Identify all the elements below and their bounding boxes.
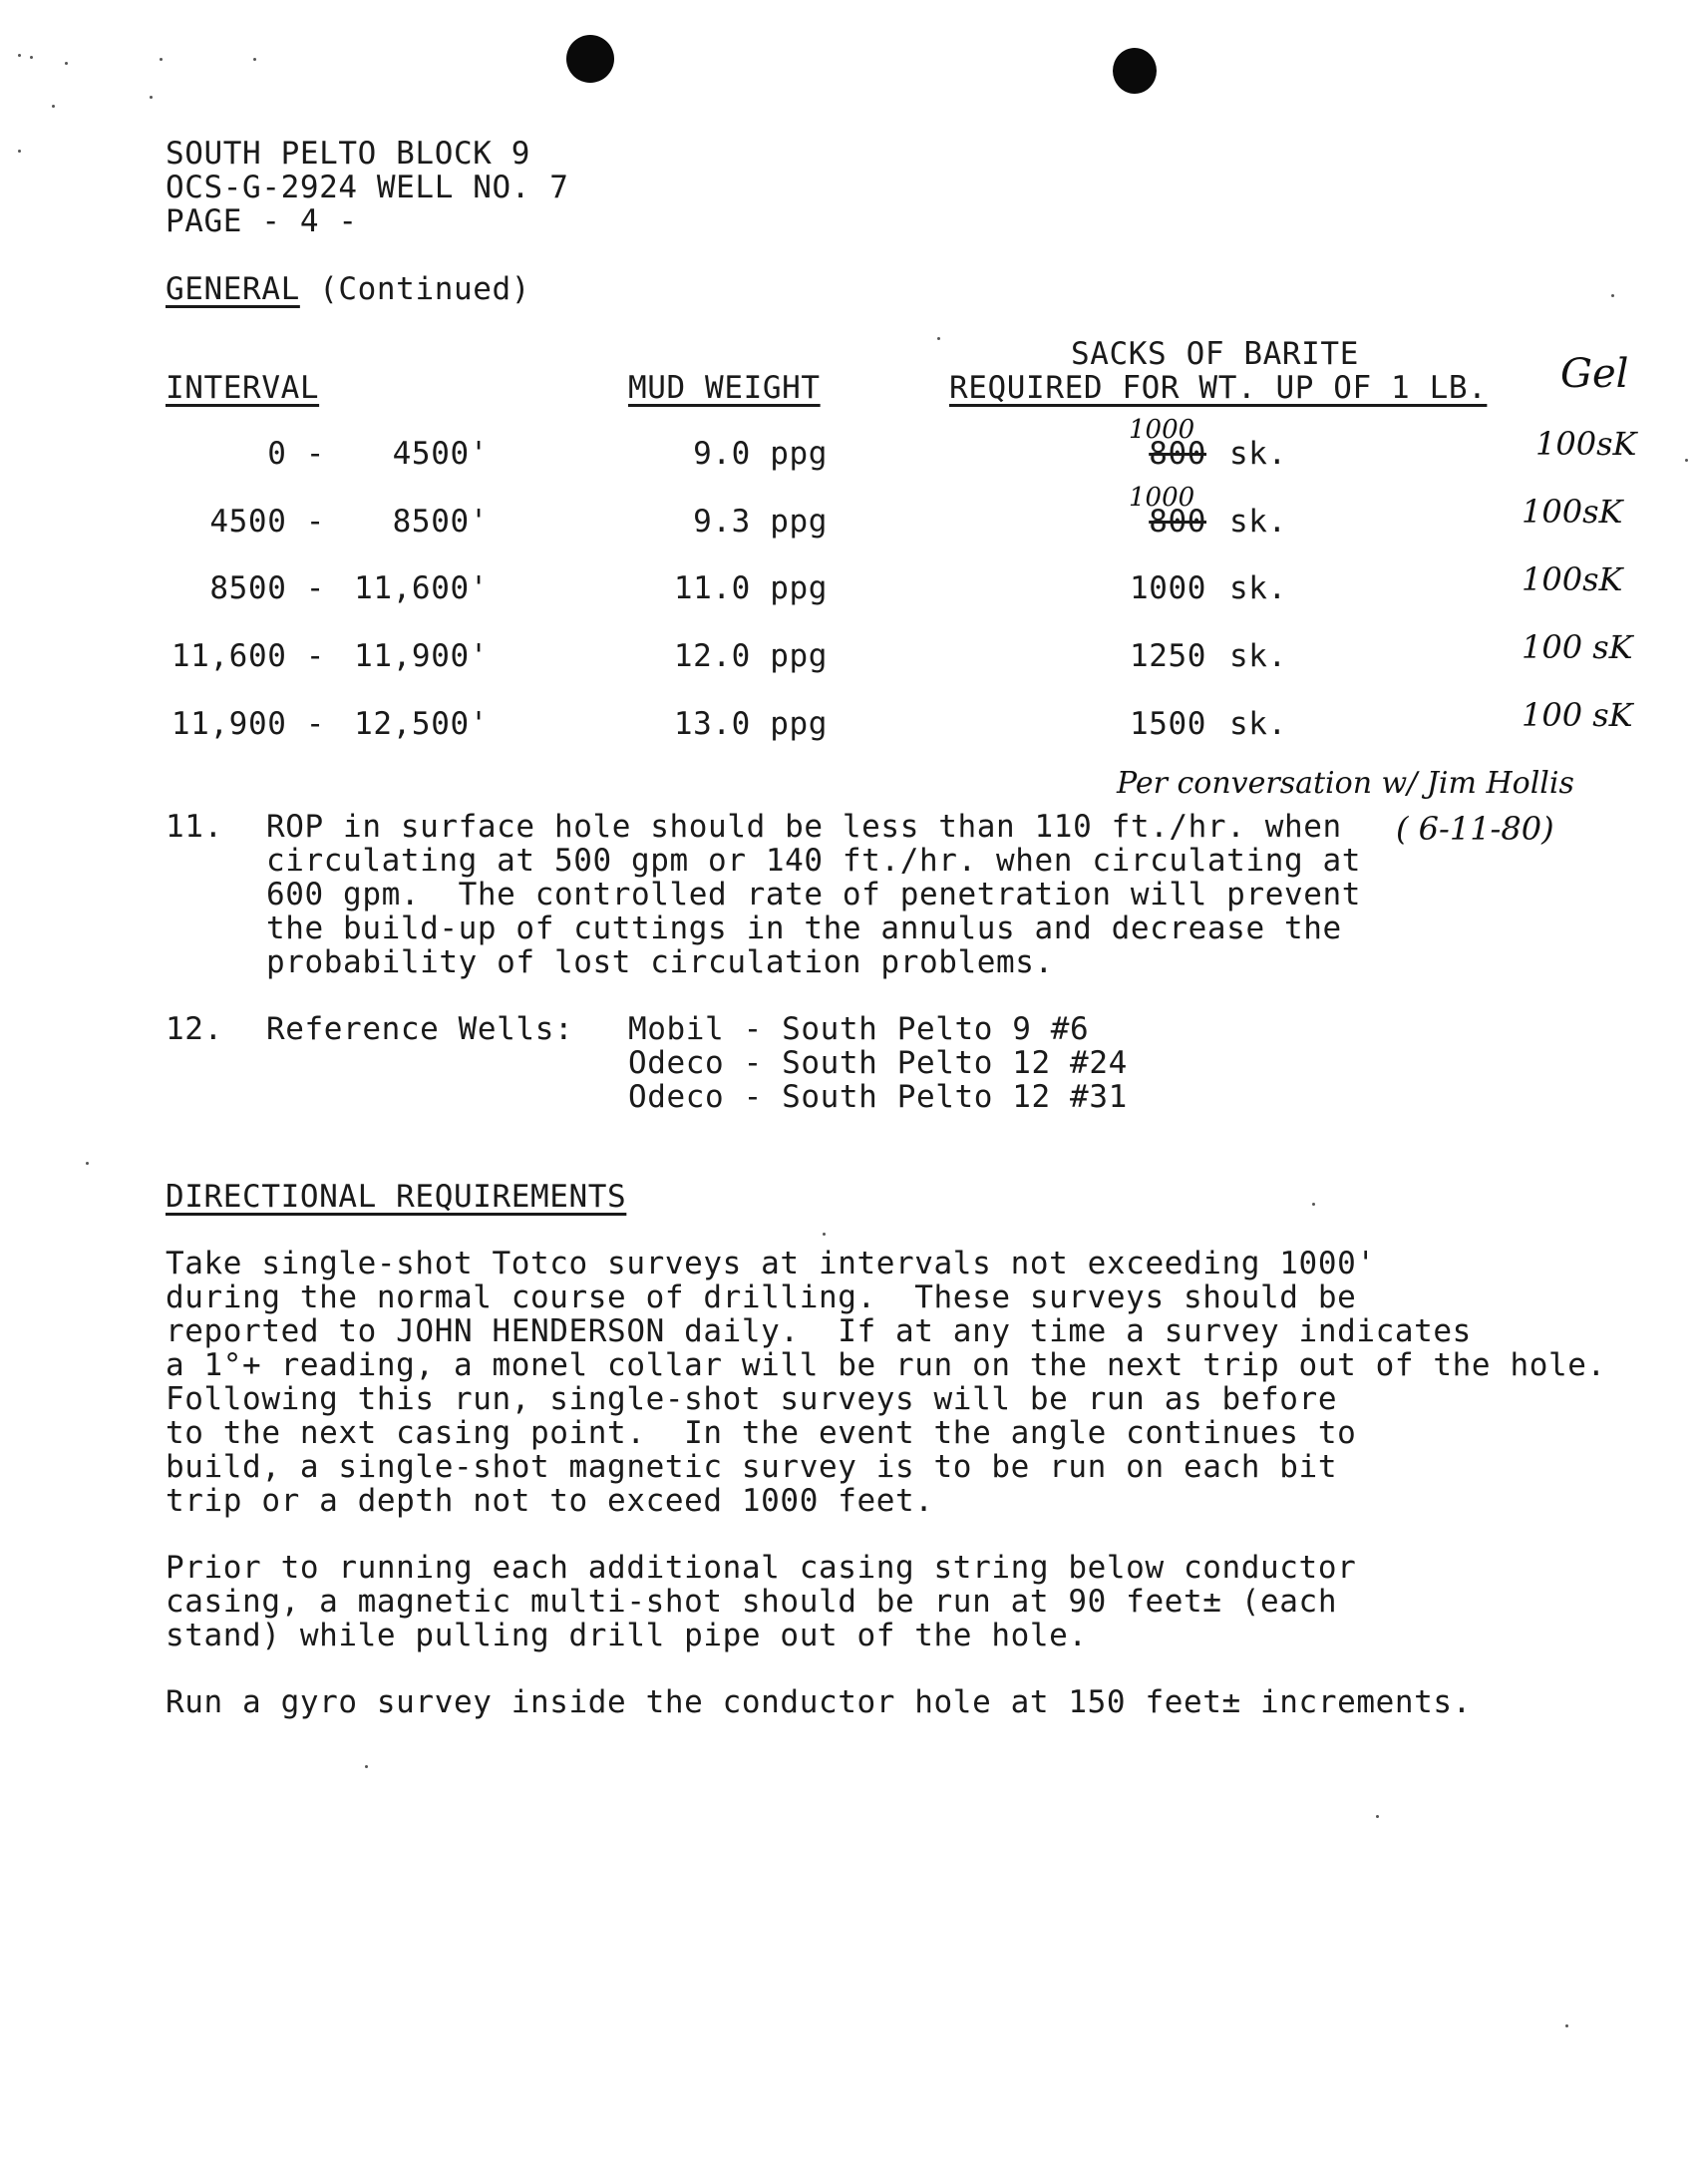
row-mud: 13.0 ppg bbox=[673, 706, 828, 742]
row-sacks-typed: 1500 bbox=[1129, 706, 1206, 742]
directional-para-2-line: stand) while pulling drill pipe out of the hole. bbox=[166, 1618, 1088, 1653]
row-unit: sk. bbox=[1229, 504, 1287, 540]
row-unit: sk. bbox=[1229, 570, 1287, 606]
directional-heading: DIRECTIONAL REQUIREMENTS bbox=[166, 1179, 627, 1215]
reference-well: Odeco - South Pelto 12 #24 bbox=[628, 1045, 1128, 1081]
item-11-line: circulating at 500 gpm or 140 ft./hr. when circulating at bbox=[266, 843, 1362, 879]
scan-speck bbox=[160, 58, 163, 61]
binder-hole-right bbox=[1113, 48, 1157, 94]
row-from: 4500 - bbox=[209, 504, 325, 540]
directional-para-1-line: reported to JOHN HENDERSON daily. If at any time a survey indicates bbox=[166, 1313, 1472, 1349]
directional-para-1-line: a 1°+ reading, a monel collar will be run on the next trip out of the hole. bbox=[166, 1347, 1606, 1383]
col-interval-header: INTERVAL bbox=[166, 370, 320, 406]
row-unit: sk. bbox=[1229, 436, 1287, 472]
header-line-2: OCS-G-2924 WELL NO. 7 bbox=[166, 170, 569, 205]
row-unit: sk. bbox=[1229, 706, 1287, 742]
row-mud: 9.0 ppg bbox=[693, 436, 828, 472]
general-suffix: (Continued) bbox=[319, 271, 531, 307]
directional-para-1-line: build, a single-shot magnetic survey is to be run on each bit bbox=[166, 1449, 1338, 1485]
row-to: 11,600' bbox=[354, 570, 489, 606]
directional-para-2-line: Prior to running each additional casing string below conductor bbox=[166, 1550, 1357, 1586]
header-line-3: PAGE - 4 - bbox=[166, 203, 358, 239]
scan-speck bbox=[1611, 294, 1614, 297]
scan-speck bbox=[65, 62, 68, 65]
row-from: 11,900 - bbox=[170, 706, 325, 742]
handwritten-note-line-2: ( 6-11-80) bbox=[1396, 810, 1554, 848]
row-mud: 12.0 ppg bbox=[673, 638, 828, 674]
col-sacks-header-1: SACKS OF BARITE bbox=[1071, 336, 1359, 372]
scan-speck bbox=[253, 58, 256, 61]
col-sacks-header-2: REQUIRED FOR WT. UP OF 1 LB. bbox=[949, 370, 1488, 406]
col-mud-weight-header: MUD WEIGHT bbox=[628, 370, 821, 406]
row-to: 11,900' bbox=[354, 638, 489, 674]
row-sacks-handwritten: 1000 bbox=[1129, 483, 1195, 513]
directional-para-1-line: trip or a depth not to exceed 1000 feet. bbox=[166, 1483, 934, 1519]
directional-para-1-line: during the normal course of drilling. These surveys should be bbox=[166, 1279, 1357, 1315]
row-from: 8500 - bbox=[209, 570, 325, 606]
scan-speck bbox=[18, 54, 21, 57]
row-gel: 100 sK bbox=[1522, 628, 1633, 666]
row-to: 12,500' bbox=[354, 706, 489, 742]
row-gel: 100sK bbox=[1535, 425, 1637, 463]
reference-well: Mobil - South Pelto 9 #6 bbox=[628, 1011, 1090, 1047]
row-from: 0 - bbox=[267, 436, 325, 472]
row-to: 8500' bbox=[392, 504, 489, 540]
item-11-line: probability of lost circulation problems. bbox=[266, 944, 1054, 980]
scan-speck bbox=[1565, 2024, 1568, 2027]
directional-para-2-line: casing, a magnetic multi-shot should be run at 90 feet± (each bbox=[166, 1584, 1338, 1620]
item-11-line: the build-up of cuttings in the annulus and decrease the bbox=[266, 910, 1342, 946]
row-mud: 11.0 ppg bbox=[673, 570, 828, 606]
scan-speck bbox=[52, 105, 55, 108]
general-heading bbox=[166, 272, 530, 306]
scan-speck bbox=[30, 56, 33, 59]
directional-para-1-line: Following this run, single-shot surveys will be run as before bbox=[166, 1381, 1338, 1417]
reference-well: Odeco - South Pelto 12 #31 bbox=[628, 1079, 1128, 1115]
row-sacks-handwritten: 1000 bbox=[1129, 415, 1195, 445]
row-gel: 100sK bbox=[1522, 560, 1623, 598]
row-sacks-typed: 800 bbox=[1149, 436, 1206, 472]
scan-speck bbox=[823, 1233, 826, 1236]
item-11-line: ROP in surface hole should be less than 110 ft./hr. when bbox=[266, 809, 1342, 845]
scan-speck bbox=[86, 1162, 89, 1165]
row-unit: sk. bbox=[1229, 638, 1287, 674]
gel-handwritten-header: Gel bbox=[1560, 351, 1629, 397]
row-mud: 9.3 ppg bbox=[693, 504, 828, 540]
item-12-label: Reference Wells: bbox=[266, 1011, 574, 1047]
scan-speck bbox=[18, 150, 21, 153]
handwritten-note-line-1: Per conversation w/ Jim Hollis bbox=[1117, 766, 1574, 801]
row-gel: 100sK bbox=[1522, 493, 1623, 531]
directional-para-1-line: Take single-shot Totco surveys at intervals not exceeding 1000' bbox=[166, 1246, 1376, 1281]
row-sacks-typed: 800 bbox=[1149, 504, 1206, 540]
item-11-number: 11. bbox=[166, 809, 223, 845]
row-gel: 100 sK bbox=[1522, 696, 1633, 734]
scan-speck bbox=[150, 96, 153, 99]
row-sacks-typed: 1000 bbox=[1129, 570, 1206, 606]
directional-para-3-line: Run a gyro survey inside the conductor hole at 150 feet± increments. bbox=[166, 1684, 1472, 1720]
scan-speck bbox=[1685, 459, 1688, 462]
item-12-number: 12. bbox=[166, 1011, 223, 1047]
general-title: GENERAL bbox=[166, 271, 300, 307]
item-11-line: 600 gpm. The controlled rate of penetration will prevent bbox=[266, 877, 1362, 912]
scan-speck bbox=[1376, 1815, 1379, 1818]
row-to: 4500' bbox=[392, 436, 489, 472]
scan-speck bbox=[937, 337, 940, 340]
row-sacks-typed: 1250 bbox=[1129, 638, 1206, 674]
binder-hole-left bbox=[566, 35, 614, 83]
header-line-1: SOUTH PELTO BLOCK 9 bbox=[166, 136, 531, 172]
scan-speck bbox=[1312, 1203, 1315, 1206]
directional-para-1-line: to the next casing point. In the event the angle continues to bbox=[166, 1415, 1357, 1451]
scan-speck bbox=[365, 1765, 368, 1768]
row-from: 11,600 - bbox=[170, 638, 325, 674]
